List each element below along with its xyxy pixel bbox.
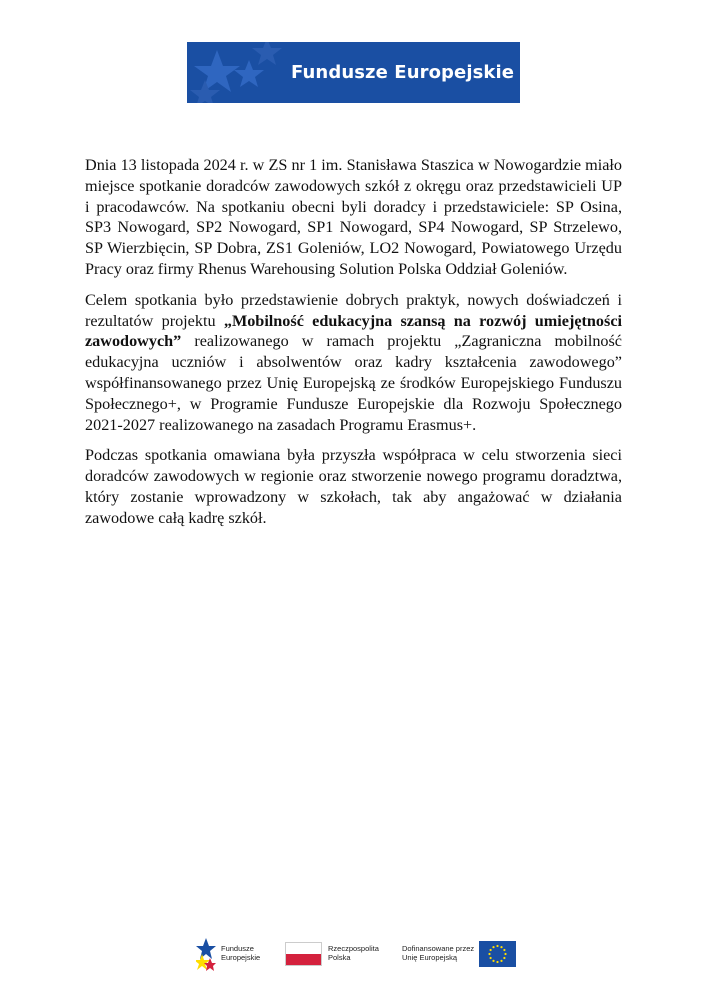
paragraph-3: Podczas spotkania omawiana była przyszła współpraca w celu stworzenia sieci doradców zawodowych w regionie oraz stworzenie nowego programu doradztwa, który zostanie wprowadzony w szkołach, tak aby angażować w działania zawodowe całą kadrę szkół. [85, 446, 622, 527]
rp-label: Rzeczpospolita Polska [328, 944, 379, 962]
paragraph-2 [85, 290, 622, 436]
banner-title: Fundusze Europejskie [291, 62, 515, 83]
footer-logos [0, 930, 707, 980]
eu-label: Dofinansowane przez Unię Europejską [402, 944, 475, 962]
fundusze-europejskie-logo-icon [196, 938, 216, 972]
paragraph-2-intro: Celem spotkania było przedstawienie dobrych praktyk, nowych doświadczeń i rezultatów projektu [85, 290, 622, 330]
project-title-bold: „Mobilność edukacyjna szansą na rozwój umiejętności zawodowych” [85, 311, 622, 351]
document-body [85, 155, 622, 539]
fundusze-europejskie-header-banner [187, 42, 520, 103]
stars-logo-icon [187, 42, 291, 103]
polish-flag-icon [285, 942, 322, 966]
paragraph-2-rest: realizowanego w ramach projektu „Zagraniczna mobilność edukacyjna uczniów i absolwentów oraz kadry kształcenia zawodowego” współfinansowanego przez Unię Europejską ze środków Europejskiego Funduszu Społecznego+, w Programie Fundusze Europejskie dla Rozwoju Społecznego 2021-2027 realizowanego na zasadach Programu Erasmus+. [85, 332, 622, 434]
fe-label: Fundusze Europejskie [221, 944, 261, 962]
paragraph-1: Dnia 13 listopada 2024 r. w ZS nr 1 im. Stanisława Staszica w Nowogardzie miało miejsce spotkanie doradców zawodowych szkół z okręgu oraz przedstawicieli UP i pracodawców. Na spotkaniu obecni byli doradcy i przedstawiciele: SP Osina, SP3 Nowogard, SP2 Nowogard, SP1 Nowogard, SP4 Nowogard, SP Strzelewo, SP Wierzbięcin, SP Dobra, ZS1 Goleniów, LO2 Nowogard, Powiatowego Urzędu Pracy oraz firmy Rhenus Warehousing Solution Polska Oddział Goleniów. [85, 156, 622, 278]
eu-flag-icon [479, 941, 516, 967]
